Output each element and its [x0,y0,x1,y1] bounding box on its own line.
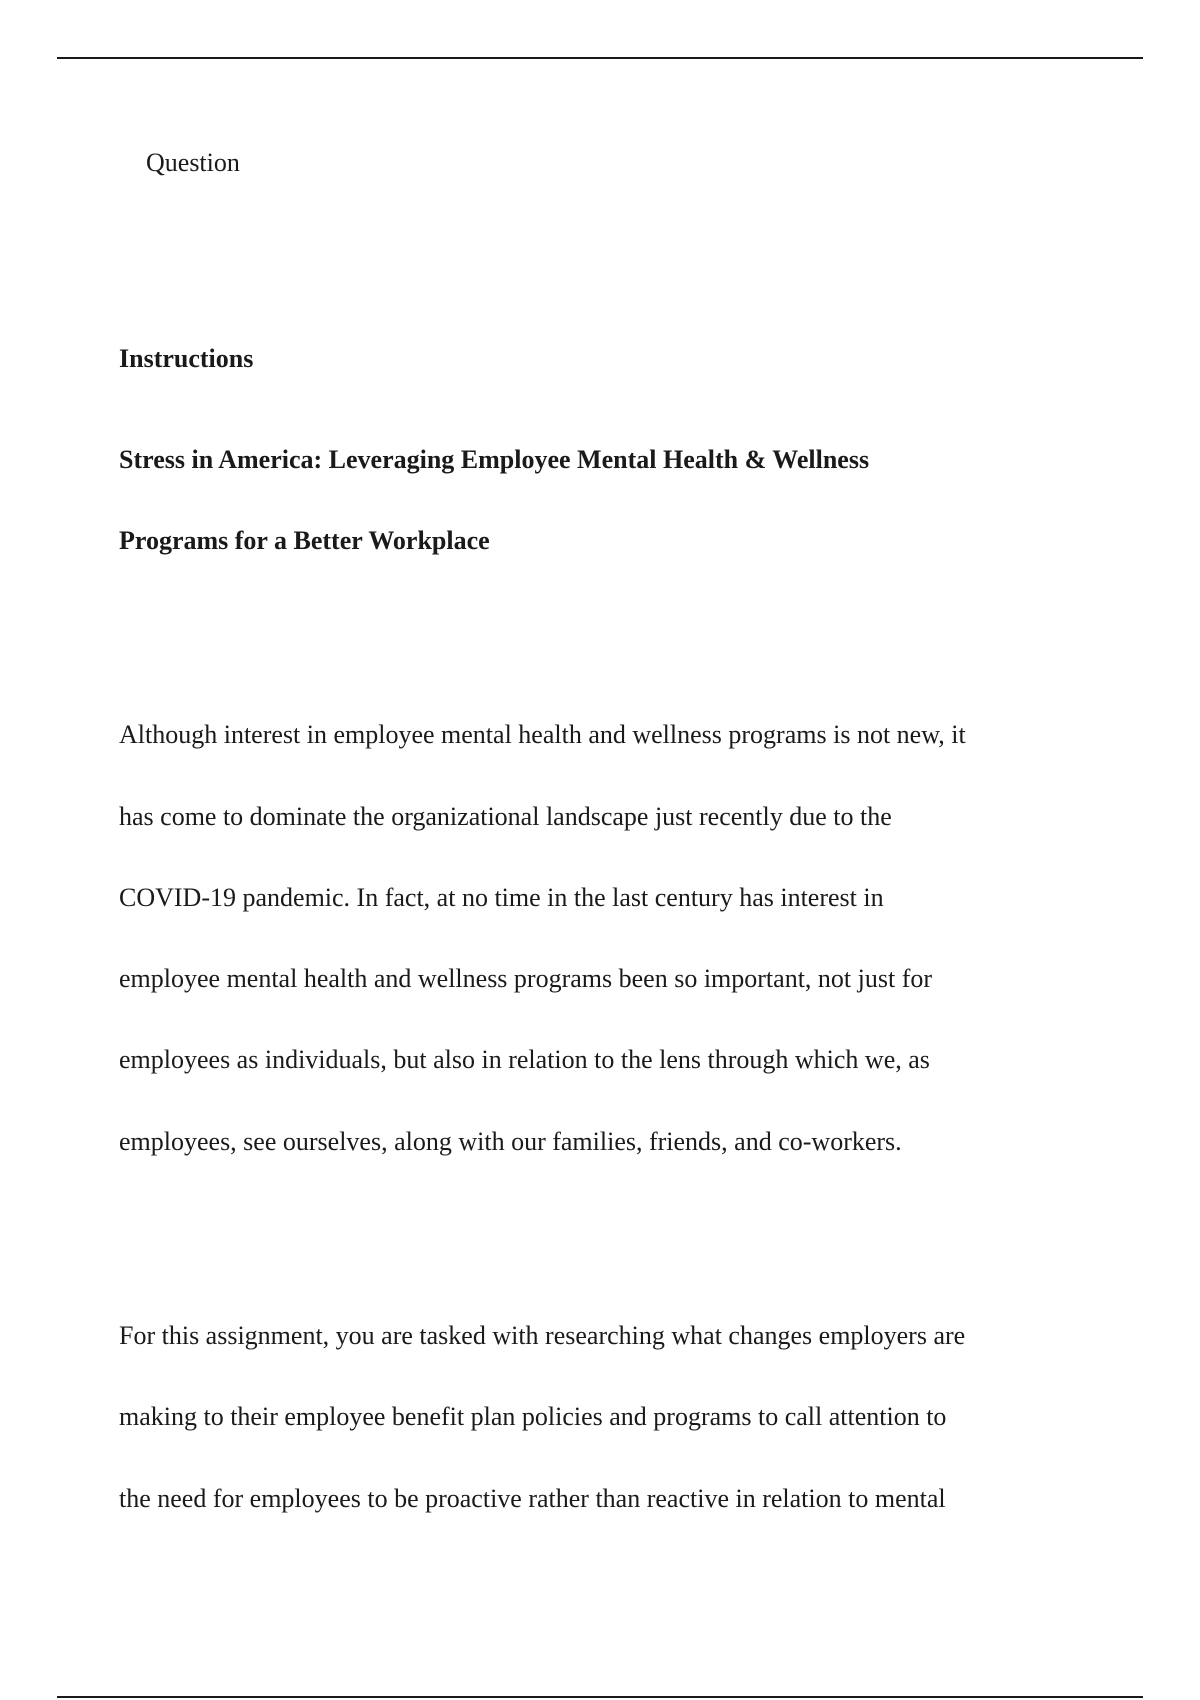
document-title-line-1: Stress in America: Leveraging Employee Mental Health & Wellness [119,445,870,474]
paragraph-line: the need for employees to be proactive rather than reactive in relation to mental [119,1484,946,1513]
paragraph-line: has come to dominate the organizational landscape just recently due to the [119,802,892,831]
page-header-rule [57,57,1143,59]
paragraph-line: Although interest in employee mental health and wellness programs is not new, it [119,720,966,749]
paragraph-line: employee mental health and wellness programs been so important, not just for [119,964,933,993]
paragraph-line: For this assignment, you are tasked with researching what changes employers are [119,1321,966,1350]
paragraph-line: employees as individuals, but also in relation to the lens through which we, as [119,1045,930,1074]
document-title-line-2: Programs for a Better Workplace [119,526,490,555]
paragraph-line: making to their employee benefit plan policies and programs to call attention to [119,1402,947,1431]
page-footer-rule [57,1696,1143,1698]
instructions-heading: Instructions [119,344,254,373]
paragraph-line: COVID-19 pandemic. In fact, at no time in the last century has interest in [119,883,884,912]
question-label: Question [146,148,240,177]
paragraph-line: employees, see ourselves, along with our families, friends, and co-workers. [119,1127,902,1156]
